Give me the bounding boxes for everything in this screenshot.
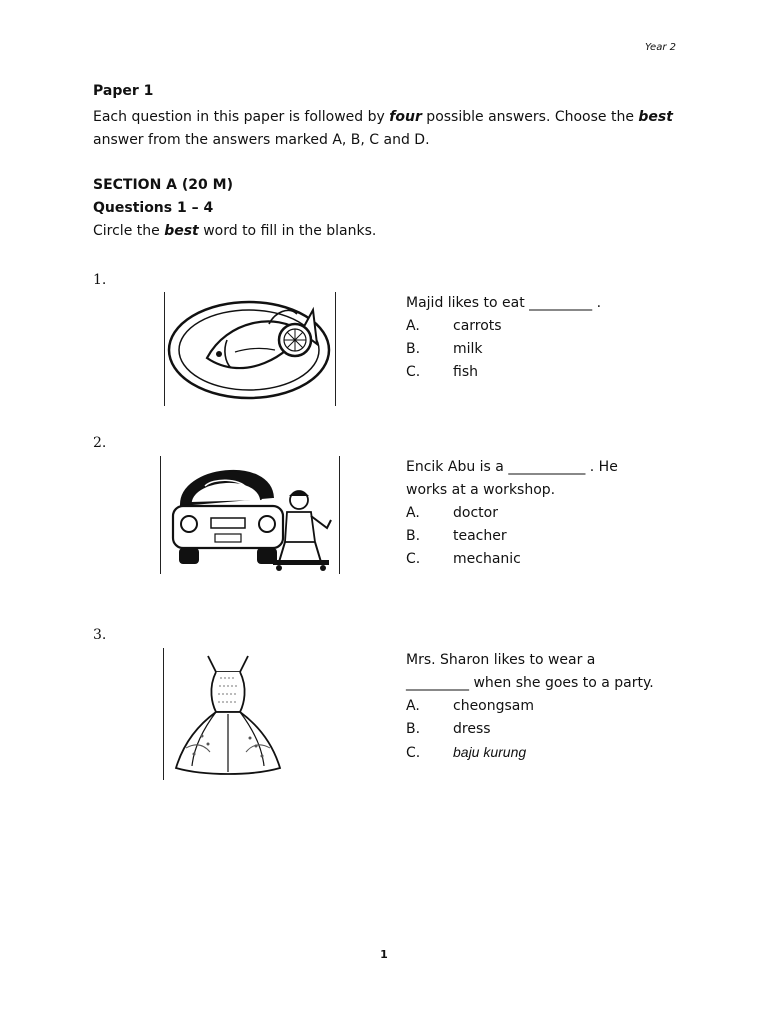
question-2-stem-line-2: works at a workshop. [406, 482, 556, 498]
intro-emphasis-four: four [389, 109, 422, 125]
instruction-text: Circle the [93, 223, 165, 239]
option-text: milk [453, 341, 483, 357]
party-dress-image [163, 648, 292, 780]
section-title: SECTION A (20 M) [93, 177, 233, 193]
mechanic-car-image [160, 456, 340, 574]
option-text: cheongsam [453, 698, 535, 714]
instruction-emphasis-best: best [164, 223, 199, 239]
option-letter: B. [406, 721, 421, 737]
question-2-option-b[interactable] [406, 525, 686, 548]
option-letter: A. [406, 698, 420, 714]
question-3-number: 3. [93, 627, 107, 643]
option-letter: C. [406, 364, 421, 380]
question-1-option-c[interactable] [406, 361, 686, 384]
option-letter: B. [406, 528, 421, 544]
paper-intro [93, 106, 683, 152]
intro-text: possible answers. Choose the [421, 109, 639, 125]
option-text: mechanic [453, 551, 521, 567]
paper-title: Paper 1 [93, 83, 154, 99]
option-text: teacher [453, 528, 507, 544]
question-1-stem: Majid likes to eat _________ . [406, 295, 602, 311]
fish-on-plate-icon [165, 292, 335, 406]
question-1-option-a[interactable] [406, 315, 686, 338]
question-3-text [406, 649, 686, 765]
option-letter: C. [406, 551, 421, 567]
question-1-text [406, 292, 686, 384]
option-text: dress [453, 721, 491, 737]
mechanic-car-icon [161, 456, 339, 574]
page-number: 1 [380, 948, 388, 961]
header-year: Year 2 [645, 42, 676, 53]
option-letter: B. [406, 341, 421, 357]
question-2-number: 2. [93, 435, 107, 451]
question-3-option-c[interactable] [406, 741, 686, 765]
question-2-option-a[interactable] [406, 502, 686, 525]
option-text: doctor [453, 505, 498, 521]
option-letter: A. [406, 318, 420, 334]
question-2-stem: Encik Abu is a ___________ . He [406, 459, 618, 475]
questions-range: Questions 1 – 4 [93, 200, 214, 216]
intro-text: answer from the answers marked A, B, C and D. [93, 132, 430, 148]
question-1-number: 1. [93, 272, 107, 288]
question-2-option-c[interactable] [406, 548, 686, 571]
question-2-text [406, 456, 686, 571]
fish-on-plate-image [164, 292, 336, 406]
question-1-option-b[interactable] [406, 338, 686, 361]
option-letter: C. [406, 745, 421, 761]
question-3-stem: Mrs. Sharon likes to wear a [406, 652, 596, 668]
question-3-option-a[interactable] [406, 695, 686, 718]
section-instruction [93, 223, 376, 239]
option-text: fish [453, 364, 478, 380]
party-dress-icon [164, 648, 292, 780]
question-3-option-b[interactable] [406, 718, 686, 741]
question-3-stem-line-2: _________ when she goes to a party. [406, 675, 654, 691]
option-letter: A. [406, 505, 420, 521]
intro-emphasis-best: best [638, 109, 673, 125]
option-text: baju kurung [453, 744, 527, 760]
intro-text: Each question in this paper is followed by [93, 109, 390, 125]
option-text: carrots [453, 318, 502, 334]
instruction-text: word to fill in the blanks. [198, 223, 377, 239]
